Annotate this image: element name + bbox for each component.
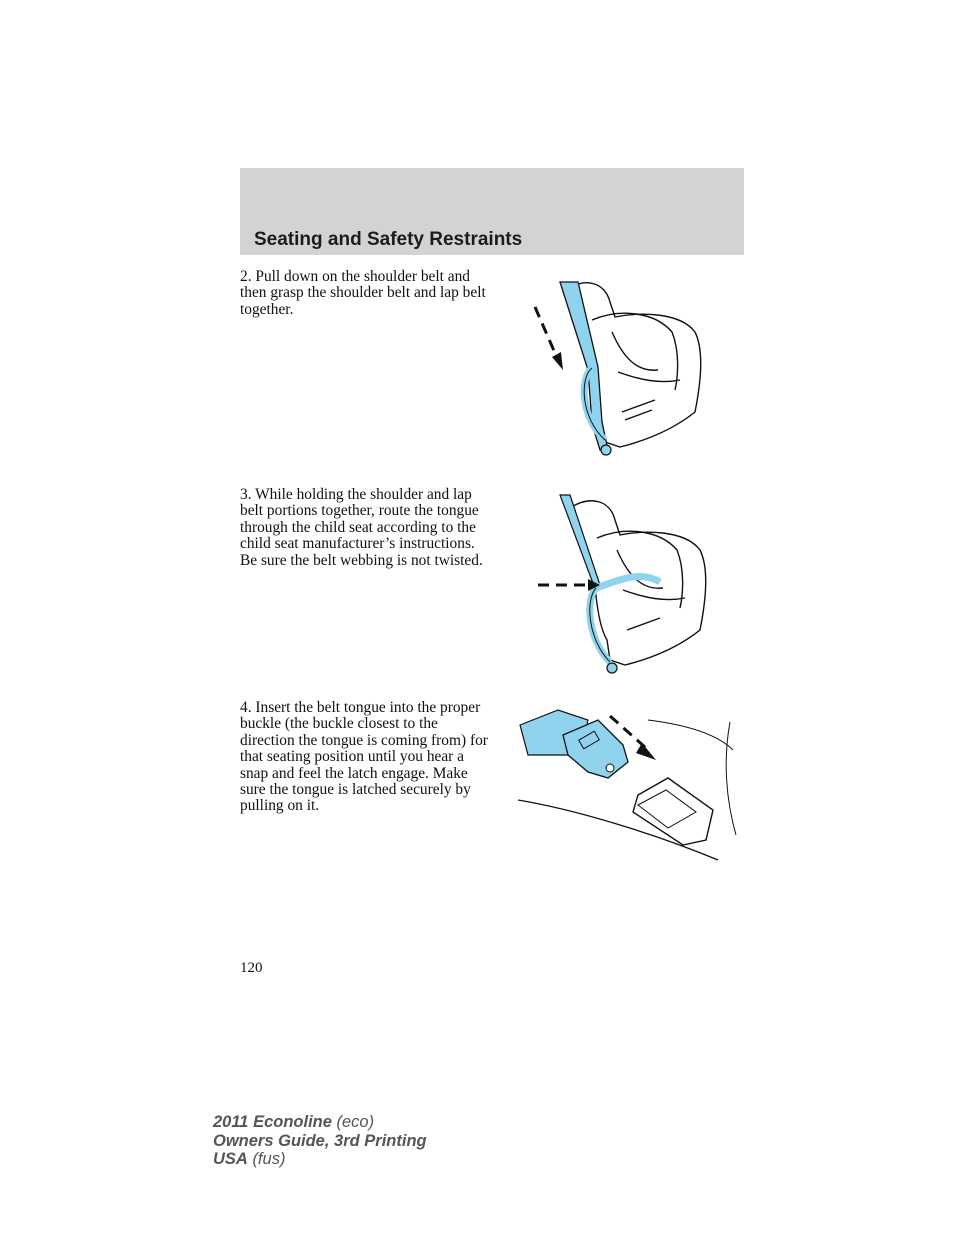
footer-model-code: (eco)	[336, 1113, 375, 1131]
section-title: Seating and Safety Restraints	[254, 229, 523, 250]
buckle-insert-tongue-illustration	[518, 700, 740, 865]
footer-line-2	[213, 1132, 427, 1151]
section-header-band	[240, 168, 744, 255]
document-footer	[213, 1113, 427, 1169]
footer-market-code: (fus)	[252, 1150, 286, 1168]
footer-guide-title: Owners Guide, 3rd Printing	[213, 1131, 427, 1150]
page-number: 120	[240, 960, 263, 976]
step-2-text: 2. Pull down on the shoulder belt and then grasp the shoulder belt and lap belt together.	[240, 268, 486, 318]
footer-line-1	[213, 1113, 427, 1132]
step-3-text: 3. While holding the shoulder and lap belt portions together, route the tongue through the child seat according to the child seat manufacturer’s instructions. Be sure the belt webbing is not twisted.	[240, 486, 483, 569]
child-seat-route-tongue-illustration	[530, 490, 710, 680]
footer-market: USA	[213, 1150, 248, 1168]
footer-model: 2011 Econoline	[213, 1113, 332, 1131]
footer-line-3	[213, 1150, 427, 1169]
child-seat-pull-belt-illustration	[530, 272, 710, 462]
step-4-text: 4. Insert the belt tongue into the proper buckle (the buckle closest to the direction the tongue is coming from) for that seating position until you hear a snap and feel the latch engage. Make sure the tongue is latched securely by pulling on it.	[240, 699, 488, 815]
